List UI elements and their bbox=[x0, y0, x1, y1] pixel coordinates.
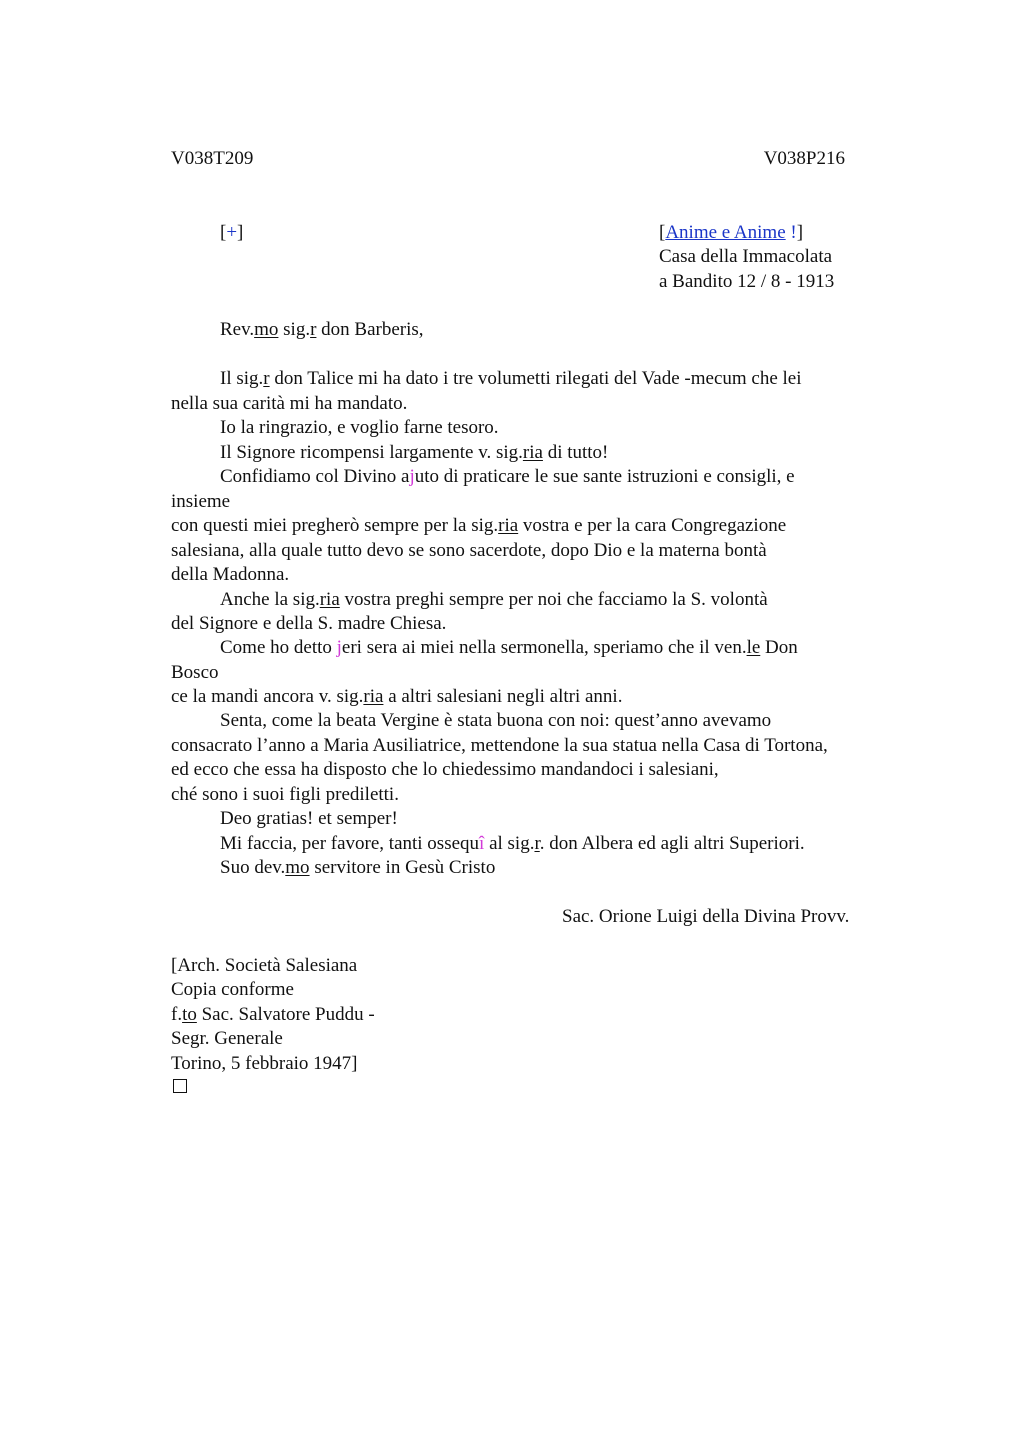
body-line: Come ho detto jeri sera ai miei nella sermonella, speriamo che il ven.le Don bbox=[220, 637, 798, 658]
place-line: Casa della Immacolata bbox=[659, 246, 833, 267]
body-line: salesiana, alla quale tutto devo se sono sacerdote, dopo Dio e la materna bontà bbox=[171, 540, 767, 561]
body-line: ed ecco che essa ha disposto che lo chiedessimo mandandoci i salesiani, bbox=[171, 759, 719, 780]
salutation: Rev.mo sig.r don Barberis, bbox=[220, 319, 424, 340]
body-line: insieme bbox=[171, 491, 231, 512]
body-line: Bosco bbox=[171, 662, 219, 683]
body-line: Il Signore ricompensi largamente v. sig.ria di tutto! bbox=[220, 442, 609, 463]
body-line: Mi faccia, per favore, tanti ossequî al sig.r. don Albera ed agli altri Superiori. bbox=[220, 833, 805, 854]
archive-line: Segr. Generale bbox=[171, 1028, 283, 1049]
body-line: Il sig.r don Talice mi ha dato i tre volumetti rilegati del Vade -mecum che lei bbox=[220, 368, 802, 389]
body-line: Senta, come la beata Vergine è stata buona con noi: quest’anno avevamo bbox=[220, 710, 772, 731]
body-line: della Madonna. bbox=[171, 564, 290, 585]
body-line: ce la mandi ancora v. sig.ria a altri salesiani negli altri anni. bbox=[171, 686, 623, 707]
body-line: Anche la sig.ria vostra preghi sempre per noi che facciamo la S. volontà bbox=[220, 589, 768, 610]
anime-e-anime-link[interactable]: Anime e Anime bbox=[665, 222, 786, 243]
title-link-line bbox=[659, 222, 803, 244]
body-line: ché sono i suoi figli prediletti. bbox=[171, 784, 399, 805]
archive-line: Copia conforme bbox=[171, 979, 294, 1000]
bracket-close: ] bbox=[796, 222, 804, 243]
body-line: con questi miei pregherò sempre per la sig.ria vostra e per la cara Congregazione bbox=[171, 515, 787, 536]
document-code-left: V038T209 bbox=[171, 148, 254, 169]
body-line: Confidiamo col Divino ajuto di praticare le sue sante istruzioni e consigli, e bbox=[220, 466, 795, 487]
body-line: Io la ringrazio, e voglio farne tesoro. bbox=[220, 417, 499, 438]
date-line: a Bandito 12 / 8 - 1913 bbox=[659, 271, 835, 292]
plus-symbol: + bbox=[226, 222, 238, 243]
body-line: del Signore e della S. madre Chiesa. bbox=[171, 613, 447, 634]
document-code-right: V038P216 bbox=[763, 148, 845, 169]
archive-line: Torino, 5 febbraio 1947] bbox=[171, 1053, 358, 1074]
closing-line: Suo dev.mo servitore in Gesù Cristo bbox=[220, 857, 496, 878]
body-line: consacrato l’anno a Maria Ausiliatrice, mettendone la sua statua nella Casa di Tortona, bbox=[171, 735, 828, 756]
body-line: Deo gratias! et semper! bbox=[220, 808, 398, 829]
bracket-open: [ bbox=[659, 222, 666, 243]
cross-marker bbox=[220, 222, 243, 244]
signature: Sac. Orione Luigi della Divina Provv. bbox=[562, 906, 850, 927]
exclamation: ! bbox=[790, 222, 797, 243]
body-line: nella sua carità mi ha mandato. bbox=[171, 393, 408, 414]
bracket-open: [ bbox=[220, 222, 227, 243]
archive-line: f.to Sac. Salvatore Puddu - bbox=[171, 1004, 375, 1025]
archive-line: [Arch. Società Salesiana bbox=[171, 955, 358, 976]
bracket-close: ] bbox=[237, 222, 244, 243]
checkbox-square[interactable] bbox=[173, 1079, 187, 1093]
